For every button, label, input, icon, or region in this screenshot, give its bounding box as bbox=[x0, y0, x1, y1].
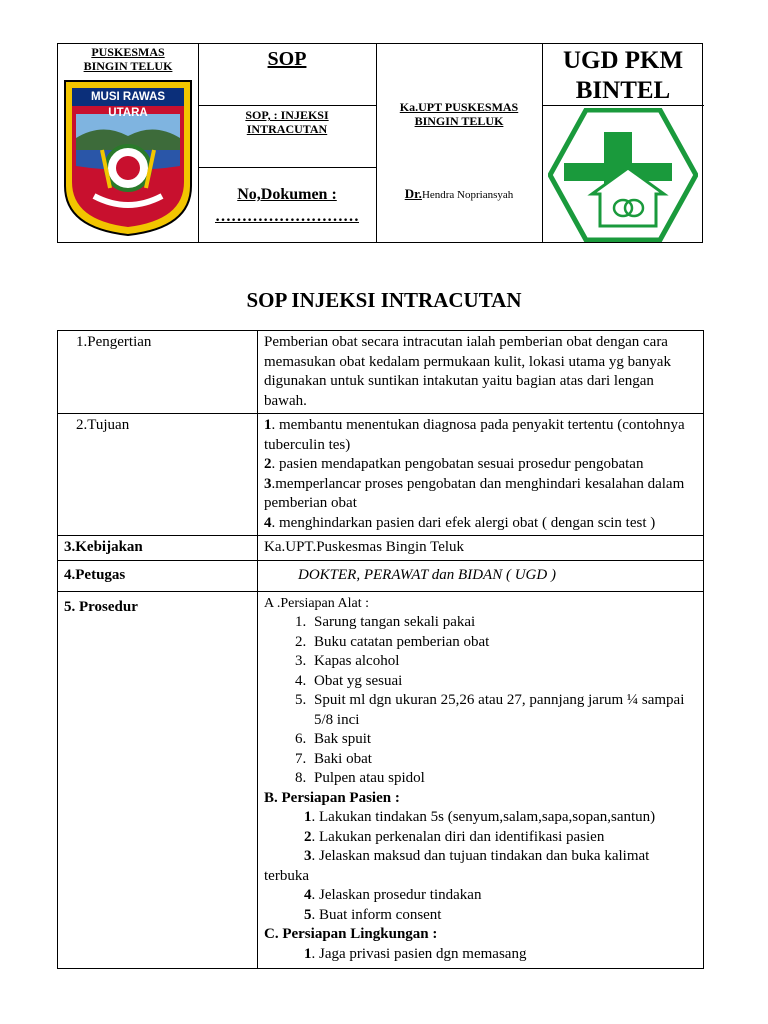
row-pengertian bbox=[58, 331, 704, 414]
list-item: 1. Sarung tangan sekali pakai bbox=[310, 613, 697, 633]
doc-number: No,Dokumen : ……………………… bbox=[215, 186, 359, 225]
document-title: SOP INJEKSI INTRACUTAN bbox=[246, 288, 522, 312]
header-table bbox=[57, 43, 703, 243]
org-name: PUSKESMAS BINGIN TELUK bbox=[83, 45, 173, 73]
tujuan-item: 2. pasien mendapatkan pengobatan sesuai prosedur pengobatan bbox=[264, 456, 644, 472]
row-prosedur bbox=[58, 591, 704, 969]
sop-content-table bbox=[57, 330, 704, 969]
label-prosedur: 5. Prosedur bbox=[58, 591, 258, 969]
list-item: 6. Bak spuit bbox=[310, 730, 697, 750]
persiapan-alat-list bbox=[264, 613, 697, 789]
persiapan-alat-title: A .Persiapan Alat : bbox=[264, 595, 369, 611]
head-title: Ka.UPT PUSKESMAS BINGIN TELUK bbox=[399, 100, 519, 128]
list-tujuan bbox=[258, 414, 704, 536]
list-item: 4. Obat yg sesuai bbox=[310, 672, 697, 692]
persiapan-pasien-title: B. Persiapan Pasien : bbox=[264, 789, 400, 806]
list-item: 8. Pulpen atau spidol bbox=[310, 769, 697, 789]
text-pengertian: Pemberian obat secara intracutan ialah pemberian obat dengan cara memasukan obat kedalam permukaan kulit, lokasi utama yg banyak digunakan untuk suntikan intakutan yaitu bagian atas dari lengan bawah. bbox=[258, 331, 704, 414]
sop-title: SOP bbox=[267, 48, 307, 70]
list-item: 2. Buku catatan pemberian obat bbox=[310, 633, 697, 653]
list-item: 4. Jelaskan prosedur tindakan bbox=[304, 887, 482, 903]
persiapan-lingkungan-title: C. Persiapan Lingkungan : bbox=[264, 926, 438, 942]
list-item: 3. Jelaskan maksud dan tujuan tindakan dan buka kalimat terbuka bbox=[264, 848, 650, 884]
label-tujuan: 2.Tujuan bbox=[58, 414, 258, 536]
logo-banner-text: MUSI RAWAS UTARA bbox=[90, 91, 166, 119]
list-item: 5. Spuit ml dgn ukuran 25,26 atau 27, pannjang jarum ¼ sampai 5/8 inci bbox=[310, 691, 697, 730]
text-petugas: DOKTER, PERAWAT dan BIDAN ( UGD ) bbox=[258, 560, 704, 591]
unit-name: UGD PKM BINTEL bbox=[562, 47, 684, 104]
list-item: 5. Buat inform consent bbox=[304, 906, 442, 923]
content-prosedur bbox=[258, 591, 704, 969]
label-petugas: 4.Petugas bbox=[58, 560, 258, 591]
list-item: 1. Jaga privasi pasien dgn memasang bbox=[304, 945, 527, 962]
list-item: 2. Lakukan perkenalan diri dan identifikasi pasien bbox=[304, 828, 605, 845]
row-petugas bbox=[58, 560, 704, 591]
list-item: 3. Kapas alcohol bbox=[310, 652, 697, 672]
row-tujuan bbox=[58, 414, 704, 536]
head-signature: Dr.Hendra Nopriansyah bbox=[404, 186, 514, 201]
row-kebijakan bbox=[58, 536, 704, 561]
persiapan-pasien-list bbox=[264, 808, 697, 925]
tujuan-item: 1. membantu menentukan diagnosa pada penyakit tertentu (contohnya tuberculin tes) bbox=[264, 417, 685, 453]
tujuan-item: 4. menghindarkan pasien dari efek alergi obat ( dengan scin test ) bbox=[264, 514, 656, 531]
tujuan-item: 3.memperlancar proses pengobatan dan menghindari kesalahan dalam pemberian obat bbox=[264, 475, 685, 511]
list-item: 1. Lakukan tindakan 5s (senyum,salam,sapa,sopan,santun) bbox=[304, 809, 656, 825]
puskesmas-cross-logo-icon bbox=[548, 108, 698, 242]
label-pengertian: 1.Pengertian bbox=[58, 331, 258, 414]
text-kebijakan: Ka.UPT.Puskesmas Bingin Teluk bbox=[258, 536, 704, 561]
list-item: 7. Baki obat bbox=[310, 750, 697, 770]
label-kebijakan: 3.Kebijakan bbox=[58, 536, 258, 561]
sop-name: SOP, : INJEKSI INTRACUTAN bbox=[245, 108, 329, 136]
